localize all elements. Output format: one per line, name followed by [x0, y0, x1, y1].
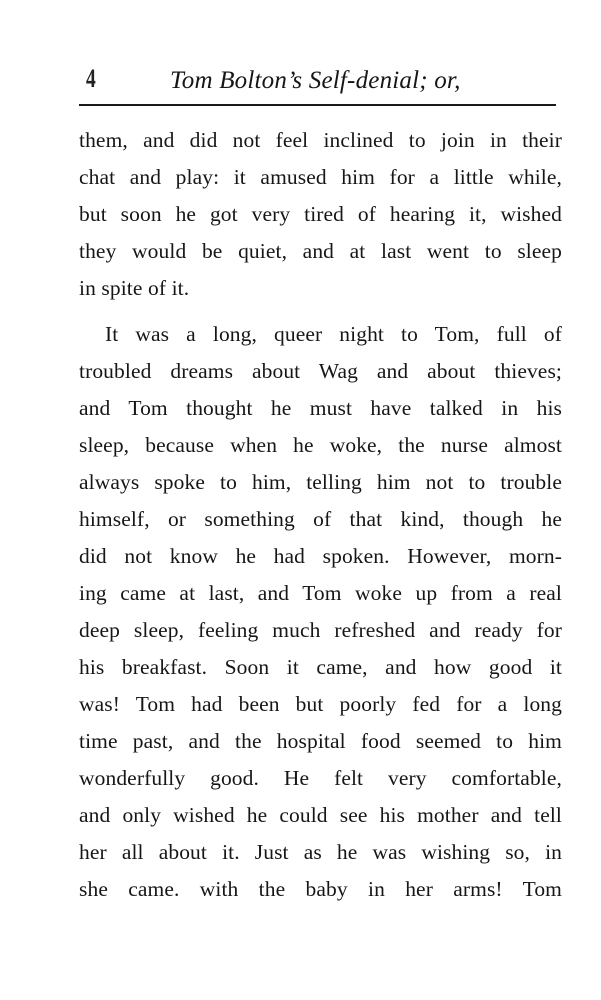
text-line: them, and did not feel inclined to join in their: [79, 128, 562, 152]
text-line: himself, or something of that kind, though he: [79, 507, 562, 531]
text-line: sleep, because when he woke, the nurse almost: [79, 433, 562, 457]
text-line: time past, and the hospital food seemed to him: [79, 729, 562, 753]
text-line: always spoke to him, telling him not to trouble: [79, 470, 562, 494]
text-line: troubled dreams about Wag and about thieves;: [79, 359, 562, 383]
text-line: his breakfast. Soon it came, and how good it: [79, 655, 562, 679]
running-head: Tom Bolton’s Self-denial; or,: [170, 67, 461, 94]
text-line: but soon he got very tired of hearing it, wished: [79, 202, 562, 226]
text-line: her all about it. Just as he was wishing so, in: [79, 840, 562, 864]
text-line: and only wished he could see his mother and tell: [79, 803, 562, 827]
text-line: she came. with the baby in her arms! Tom: [79, 877, 562, 901]
text-line: wonderfully good. He felt very comfortable,: [79, 766, 562, 790]
text-line: chat and play: it amused him for a little while,: [79, 165, 562, 189]
text-line: did not know he had spoken. However, morn-: [79, 544, 562, 568]
text-line: was! Tom had been but poorly fed for a long: [79, 692, 562, 716]
paragraph-gap: [79, 307, 562, 316]
paragraph-2: [79, 316, 562, 908]
text-line: they would be quiet, and at last went to sleep: [79, 239, 562, 263]
text-line: It was a long, queer night to Tom, full of: [105, 322, 562, 346]
page-number: 4: [86, 64, 96, 93]
header-rule: [79, 104, 556, 106]
text-line: in spite of it.: [79, 276, 190, 300]
text-line: deep sleep, feeling much refreshed and ready for: [79, 618, 562, 642]
text-line: ing came at last, and Tom woke up from a real: [79, 581, 562, 605]
body-text: [79, 122, 562, 908]
paragraph-1: [79, 122, 562, 307]
text-line: and Tom thought he must have talked in his: [79, 396, 562, 420]
